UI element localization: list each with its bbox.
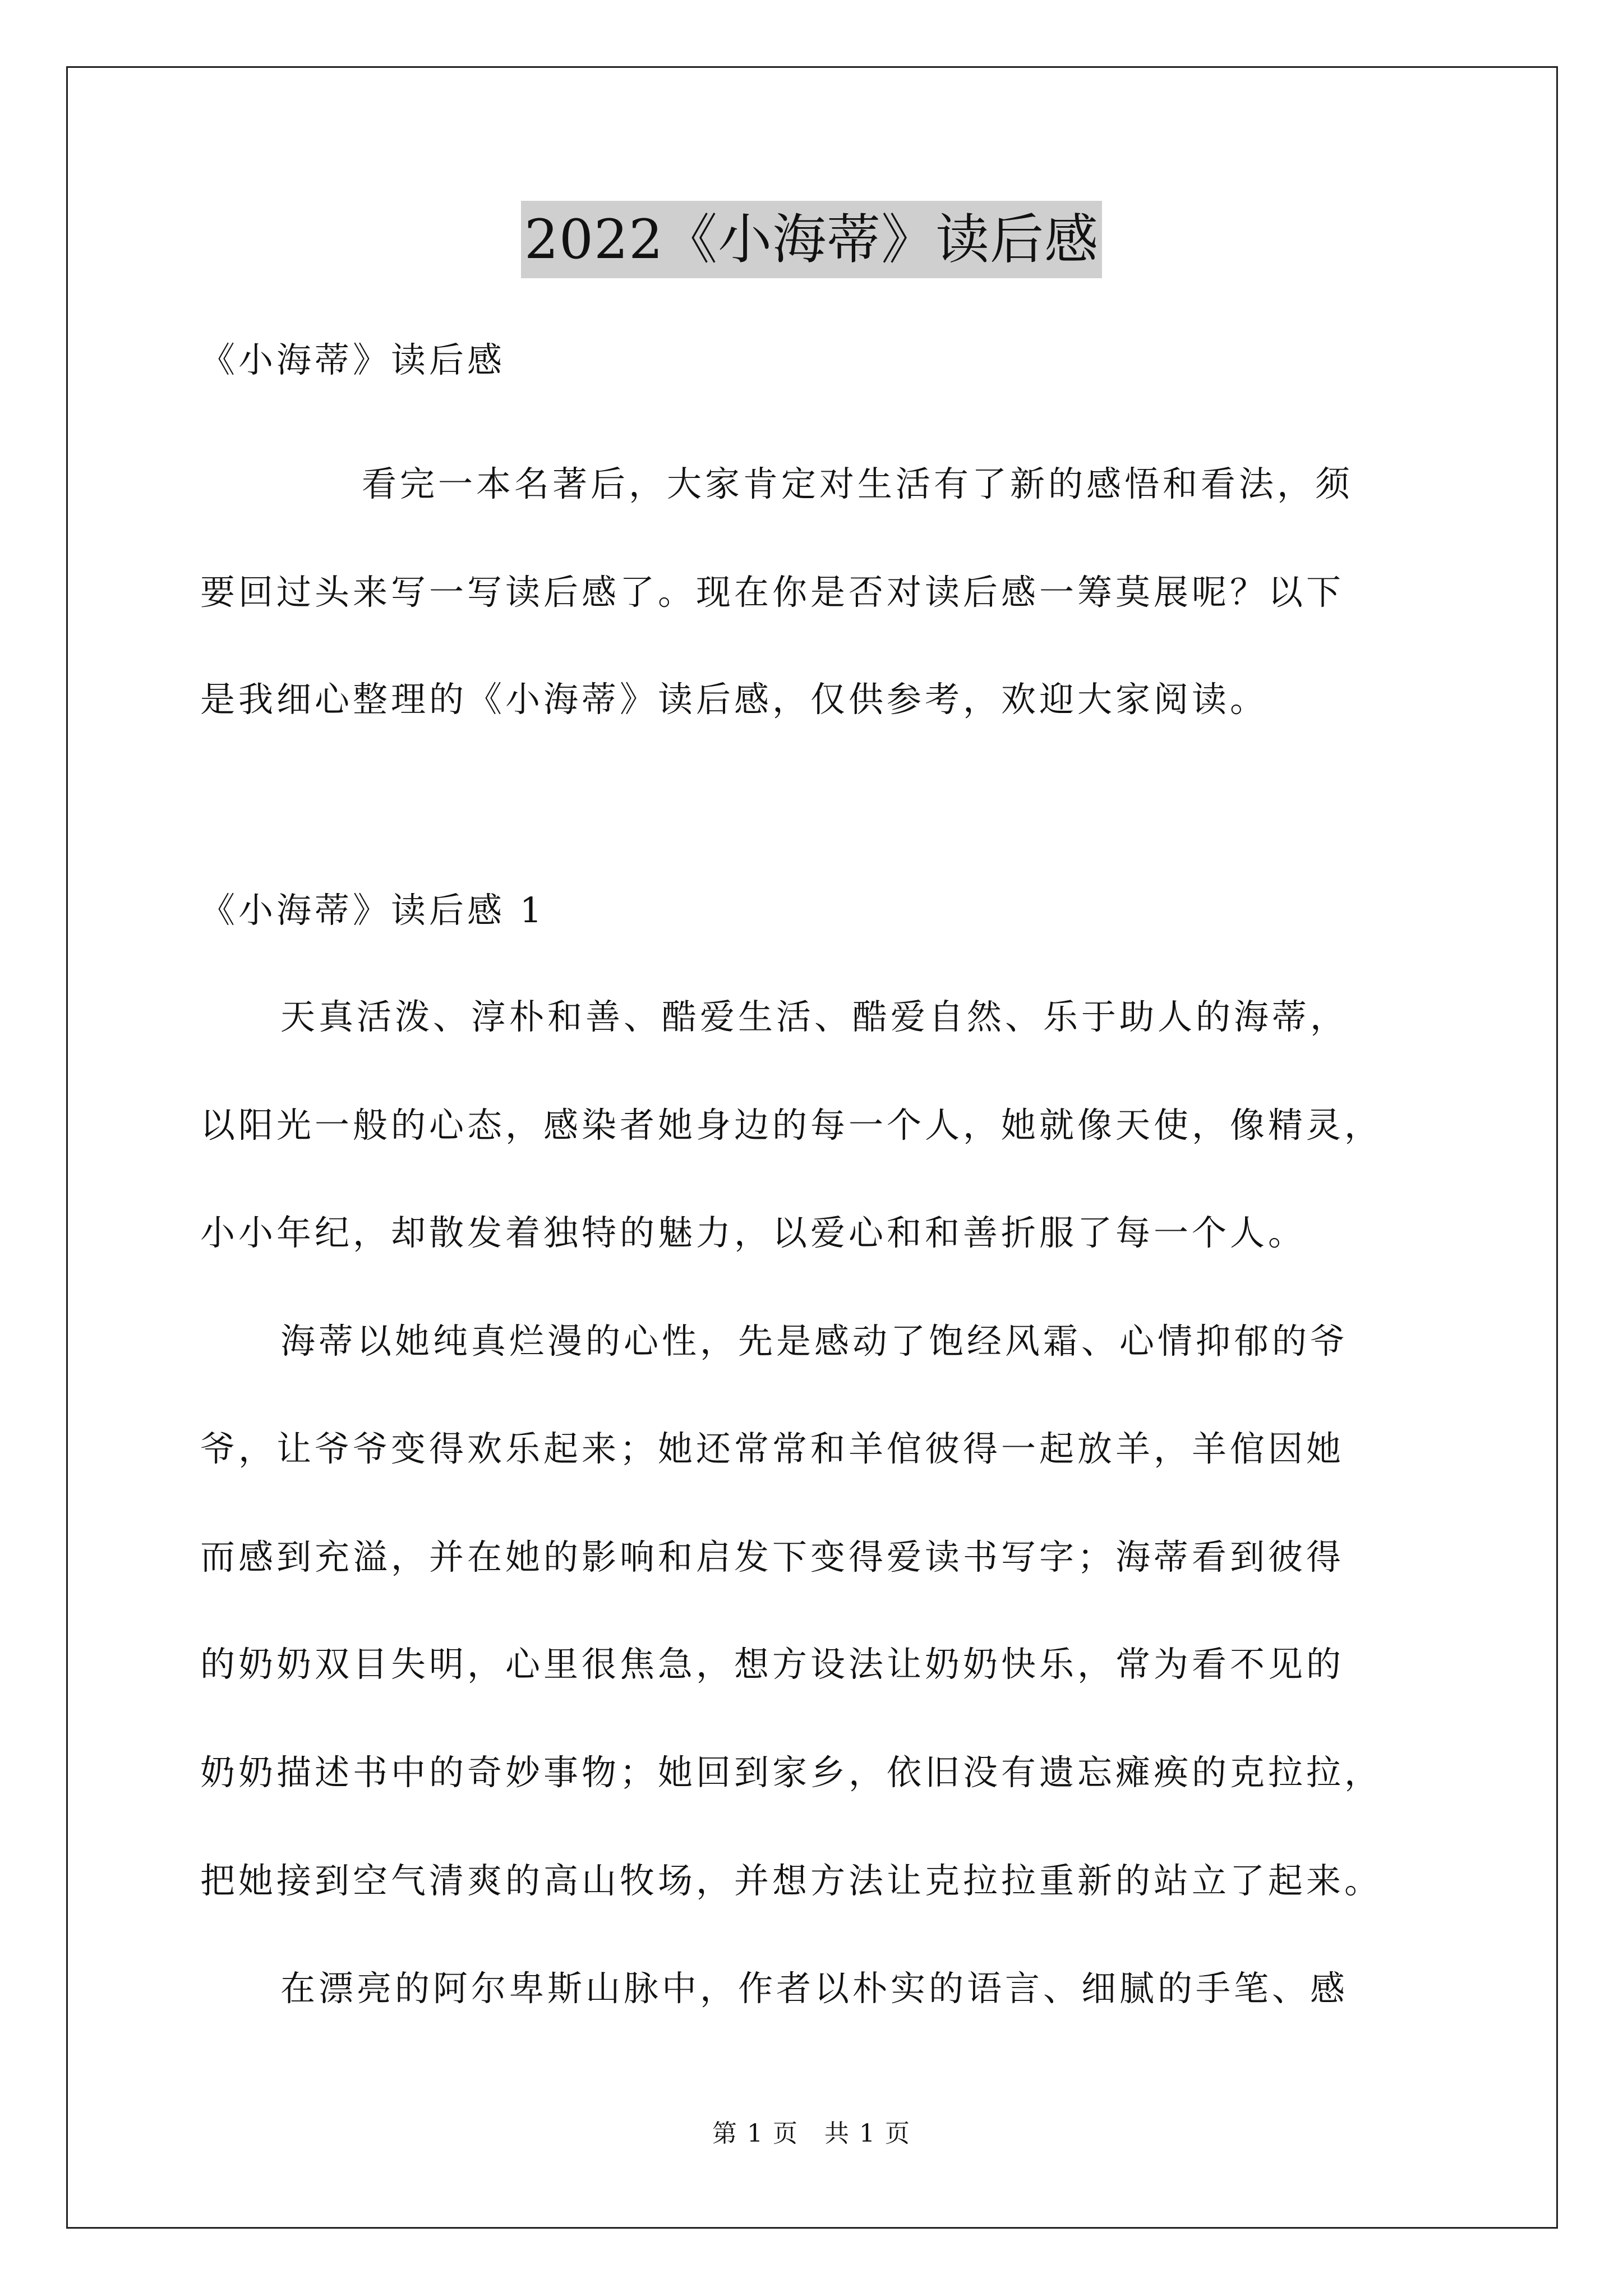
paragraph-line: 而感到充溢，并在她的影响和启发下变得爱读书写字；海蒂看到彼得: [200, 1536, 1345, 1577]
paragraph-line: 要回过头来写一写读后感了。现在你是否对读后感一筹莫展呢？以下: [200, 572, 1345, 613]
paragraph-line: 以阳光一般的心态，感染者她身边的每一个人，她就像天使，像精灵，: [200, 1105, 1383, 1145]
paragraph-line: 在漂亮的阿尔卑斯山脉中，作者以朴实的语言、细腻的手笔、感: [280, 1968, 1349, 2009]
paragraph-line: 看完一本名著后，大家肯定对生活有了新的感悟和看法，须: [362, 463, 1354, 504]
paragraph-line: 天真活泼、淳朴和善、酷爱生活、酷爱自然、乐于助人的海蒂，: [280, 996, 1349, 1037]
paragraph-line: 海蒂以她纯真烂漫的心性，先是感动了饱经风霜、心情抑郁的爷: [280, 1320, 1349, 1361]
paragraph-line: 奶奶描述书中的奇妙事物；她回到家乡，依旧没有遗忘瘫痪的克拉拉，: [200, 1752, 1383, 1793]
paragraph-line: 小小年纪，却散发着独特的魅力，以爱心和和善折服了每一个人。: [200, 1212, 1307, 1253]
paragraph-line: 爷，让爷爷变得欢乐起来；她还常常和羊倌彼得一起放羊，羊倌因她: [200, 1428, 1345, 1469]
section-heading: 《小海蒂》读后感: [200, 339, 506, 380]
paragraph-line: 把她接到空气清爽的高山牧场，并想方法让克拉拉重新的站立了起来。: [200, 1860, 1383, 1901]
page-title: 2022《小海蒂》读后感: [521, 201, 1102, 278]
paragraph-line: 是我细心整理的《小海蒂》读后感，仅供参考，欢迎大家阅读。: [200, 679, 1269, 720]
title-container: [0, 201, 1623, 278]
paragraph-line: 的奶奶双目失明，心里很焦急，想方设法让奶奶快乐，常为看不见的: [200, 1644, 1345, 1685]
section-heading: 《小海蒂》读后感 1: [200, 890, 546, 931]
page-footer: 第 1 页 共 1 页: [712, 2119, 911, 2148]
